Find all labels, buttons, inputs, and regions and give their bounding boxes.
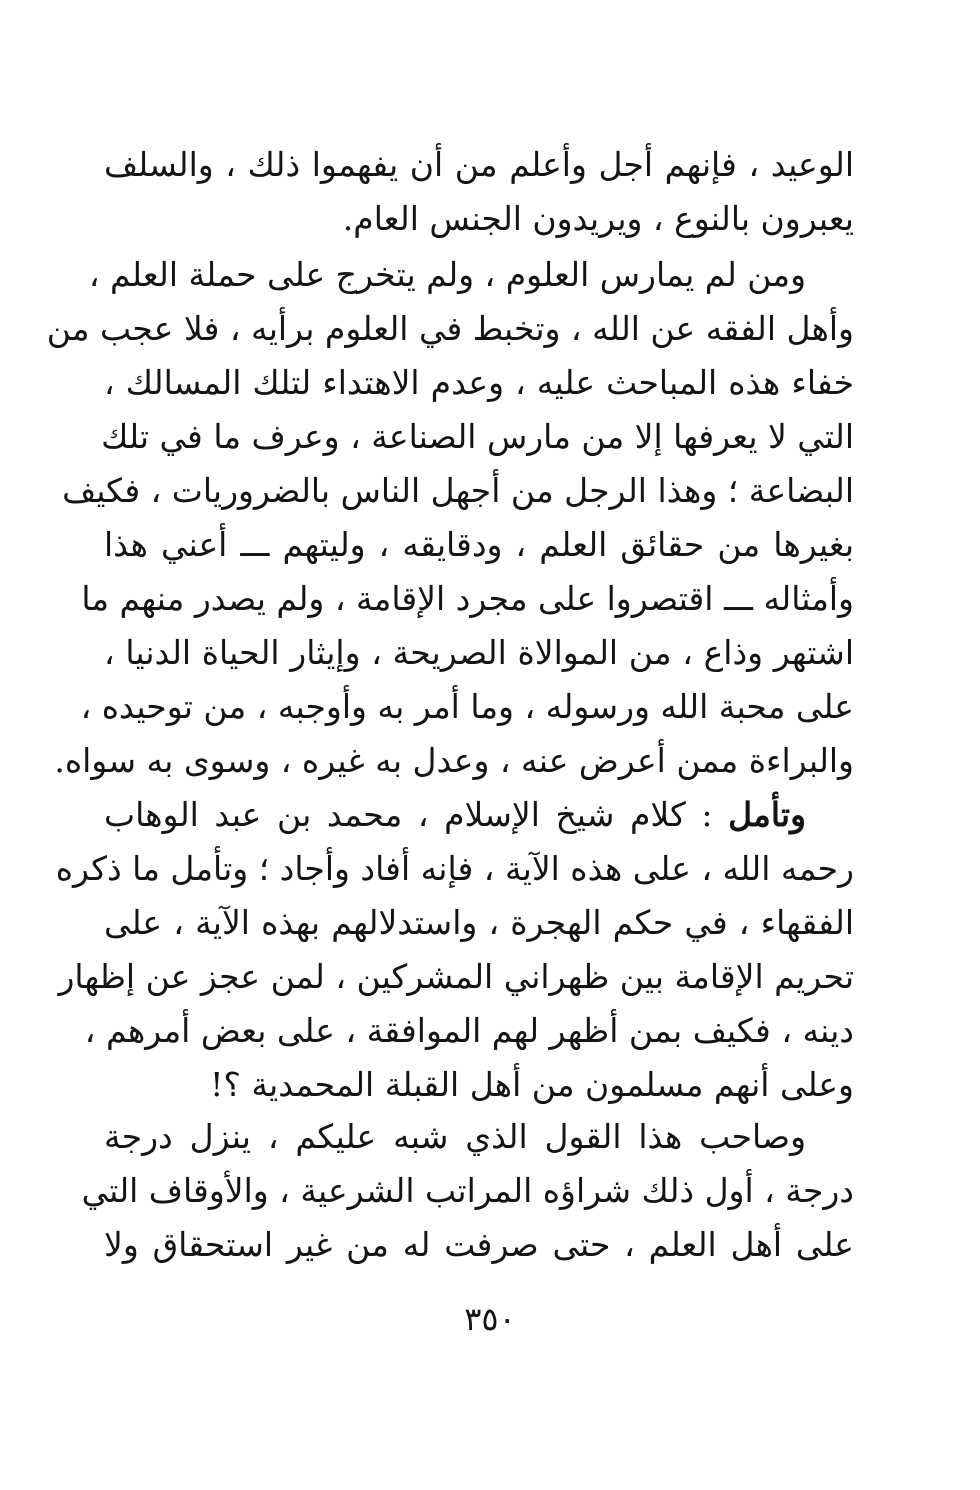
- text-line: يعبرون بالنوع ، ويريدون الجنس العام.: [342, 199, 854, 238]
- text-line: وعلى أنهم مسلمون من أهل القبلة المحمدية ؟!: [210, 1065, 854, 1104]
- text-line: والبراءة ممن أعرض عنه ، وعدل به غيره ، وسوى به سواه.: [54, 741, 854, 780]
- text-line: وأهل الفقه عن الله ، وتخبط في العلوم برأيه ، فلا عجب من: [46, 309, 854, 348]
- text-line: بغيرها من حقائق العلم ، ودقايقه ، وليتهم ـــ أعني هذا: [104, 525, 855, 564]
- text-line: [104, 788, 854, 842]
- text-line: دينه ، فكيف بمن أظهر لهم الموافقة ، على بعض أمرهم ،: [84, 1011, 854, 1050]
- paragraph-2: [46, 248, 855, 788]
- text-line: وصاحب هذا القول الذي شبه عليكم ، ينزل درجة: [104, 1117, 806, 1156]
- text-line: البضاعة ؛ وهذا الرجل من أجهل الناس بالضروريات ، فكيف: [62, 471, 854, 510]
- bold-lead-word: وتأمل: [728, 795, 806, 834]
- text-line: خفاء هذه المباحث عليه ، وعدم الاهتداء لتلك المسالك ،: [104, 363, 854, 402]
- text-line: اشتهر وذاع ، من الموالاة الصريحة ، وإيثار الحياة الدنيا ،: [104, 633, 854, 672]
- paragraph-3: [55, 788, 854, 1112]
- text-line: الفقهاء ، في حكم الهجرة ، واستدلالهم بهذه الآية ، على: [104, 903, 854, 942]
- text-line: درجة ، أول ذلك شراؤه المراتب الشرعية ، والأوقاف التي: [81, 1171, 854, 1210]
- text-line-rest: : كلام شيخ الإسلام ، محمد بن عبد الوهاب: [104, 795, 713, 834]
- text-line: على أهل العلم ، حتى صرفت له من غير استحقاق ولا: [104, 1225, 854, 1264]
- page-number: ٣٥٠: [464, 1300, 516, 1338]
- paragraph-1: [104, 138, 854, 246]
- paragraph-4: [81, 1110, 854, 1272]
- text-line: التي لا يعرفها إلا من مارس الصناعة ، وعرف ما في تلك: [101, 417, 854, 456]
- text-line: ومن لم يمارس العلوم ، ولم يتخرج على حملة العلم ،: [88, 255, 806, 294]
- text-line: تحريم الإقامة بين ظهراني المشركين ، لمن عجز عن إظهار: [58, 957, 854, 996]
- text-line: الوعيد ، فإنهم أجل وأعلم من أن يفهموا ذلك ، والسلف: [104, 145, 854, 184]
- text-line: على محبة الله ورسوله ، وما أمر به وأوجبه ، من توحيده ،: [80, 687, 854, 726]
- text-line: رحمه الله ، على هذه الآية ، فإنه أفاد وأجاد ؛ وتأمل ما ذكره: [55, 849, 854, 888]
- text-line: وأمثاله ـــ اقتصروا على مجرد الإقامة ، ولم يصدر منهم ما: [81, 579, 854, 618]
